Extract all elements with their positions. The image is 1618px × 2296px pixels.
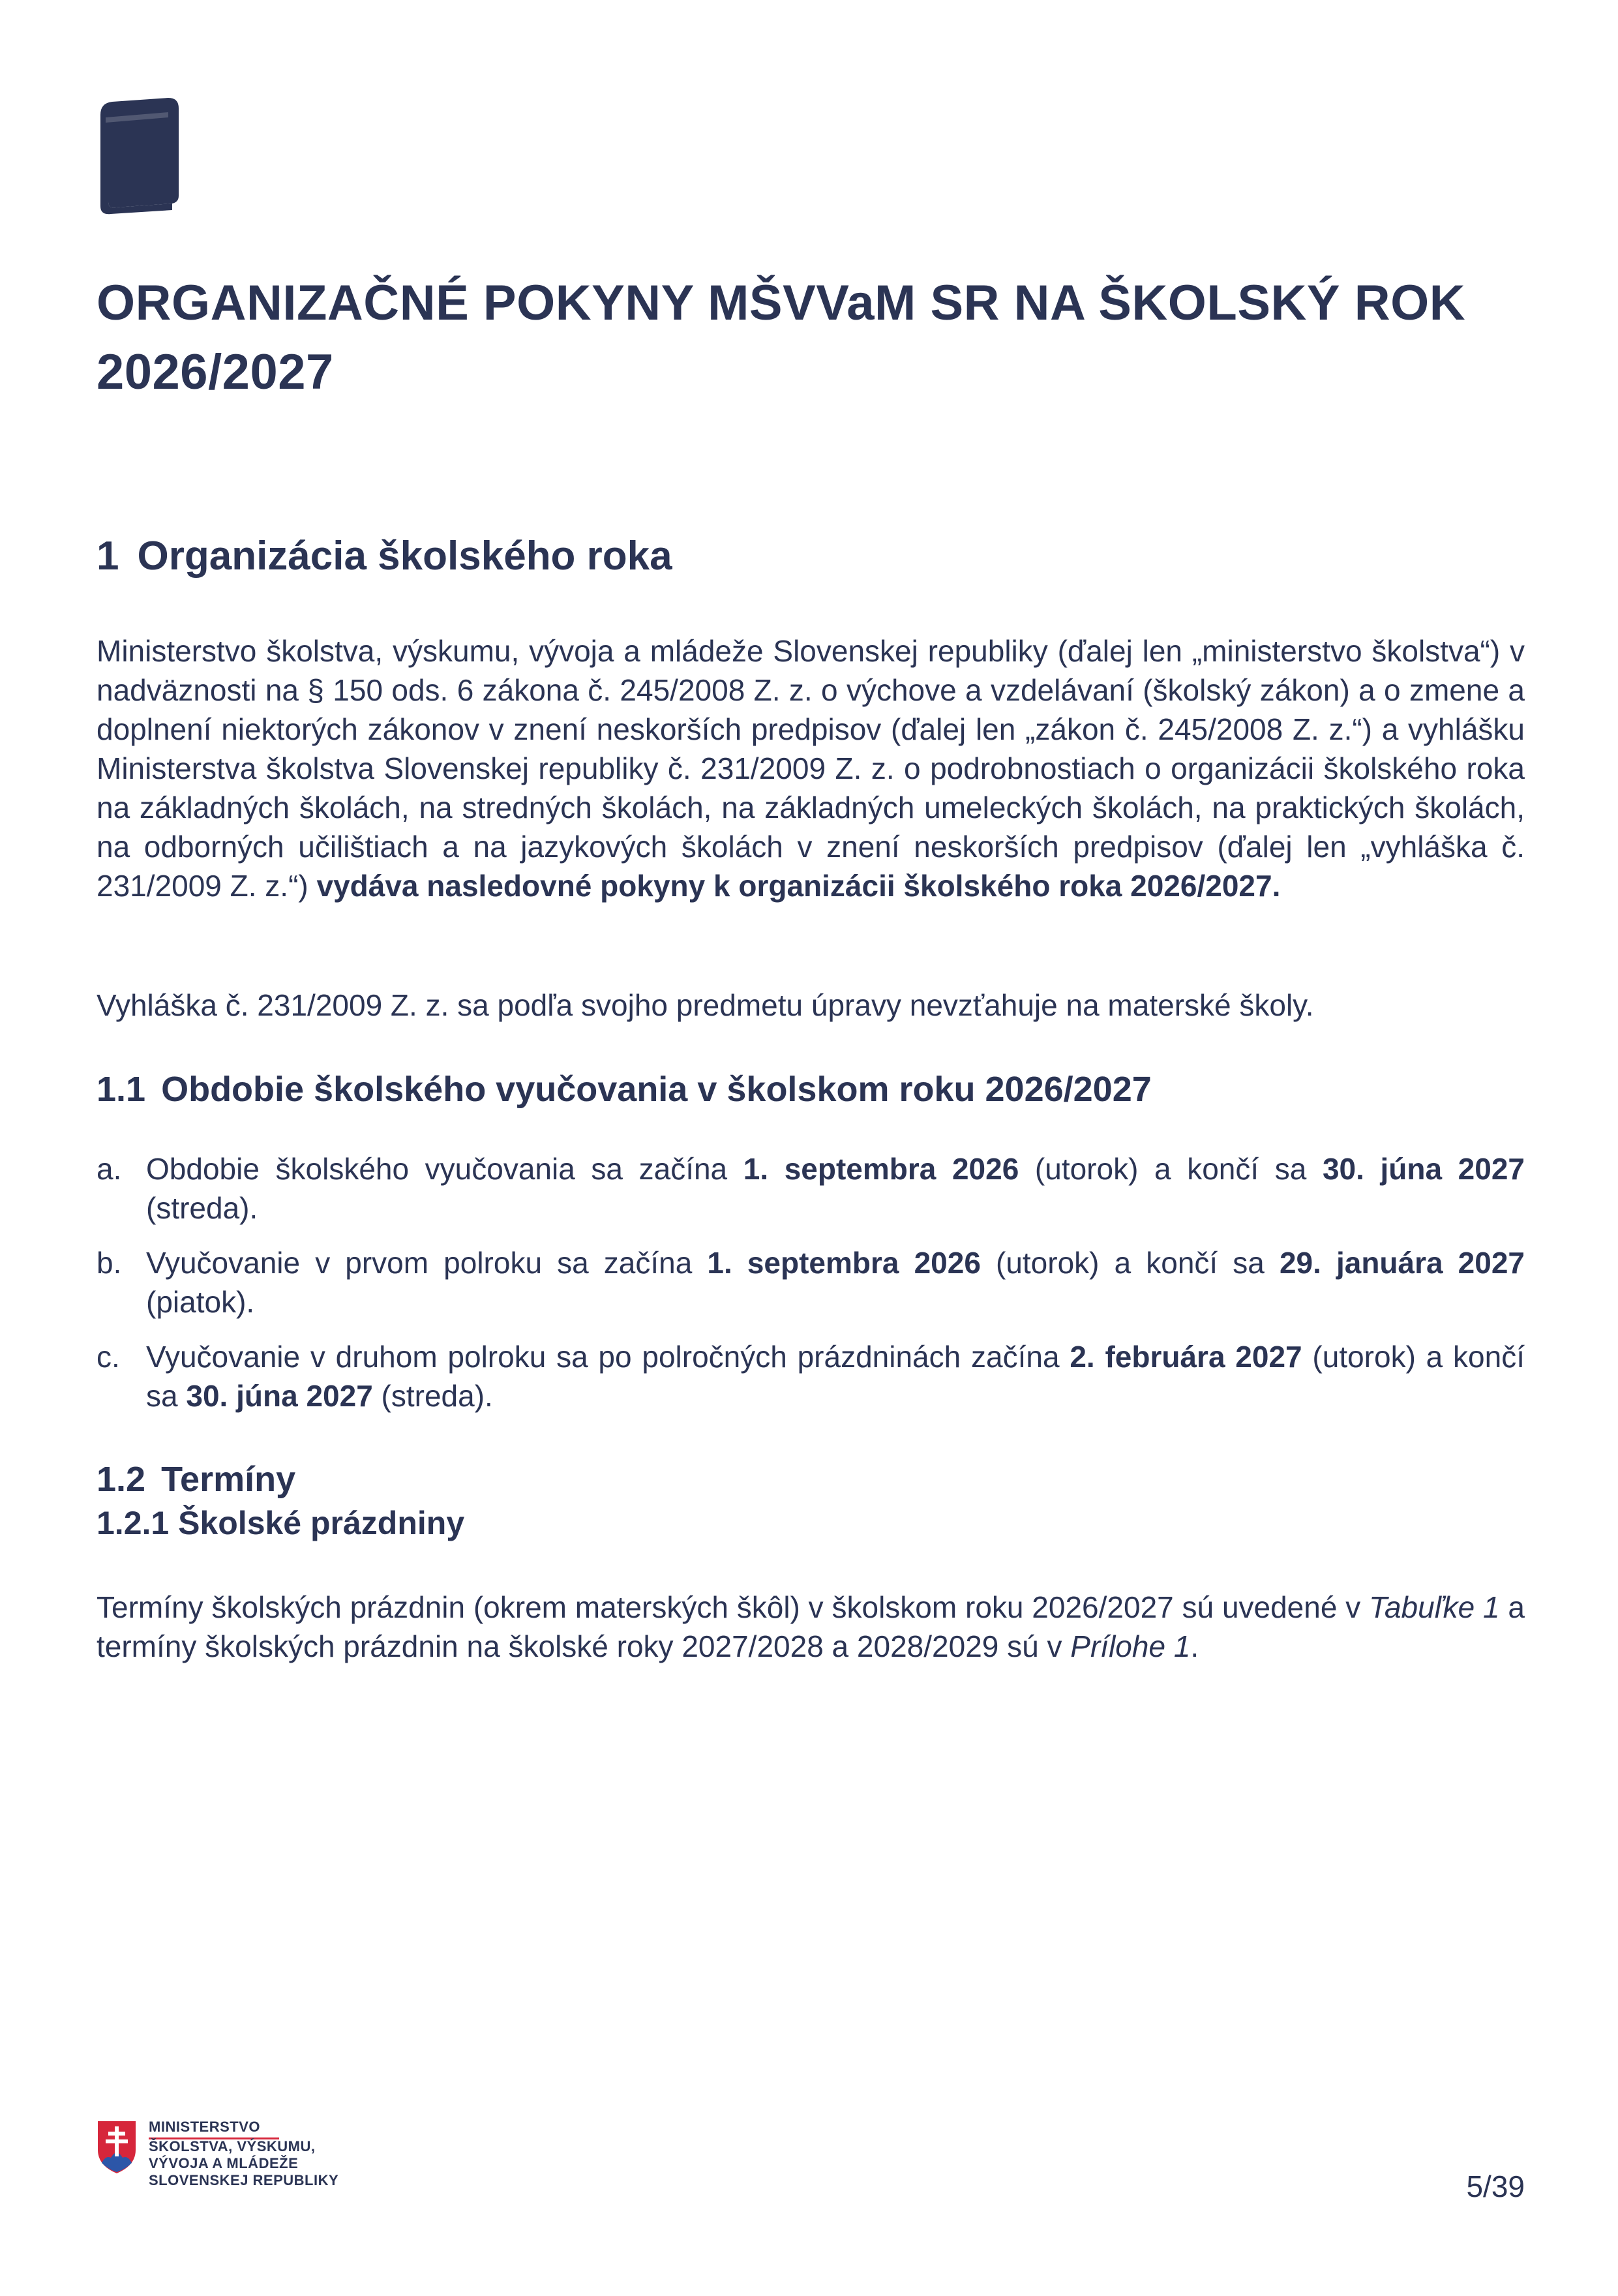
section-1-heading [97,527,672,586]
list-item [97,1337,1525,1415]
list-item-text [146,1243,1525,1322]
intro-paragraph-bold: vydáva nasledovné pokyny k organizácii školského roka 2026/2027. [316,869,1281,903]
intro-paragraph-text: Ministerstvo školstva, výskumu, vývoja a mládeže Slovenskej republiky (ďalej len „ministerstvo školstva“) v nadväznosti na § 150 ods. 6 zákona č. 245/2008 Z. z. o výchove a vzdelávaní (školský zákon) a o zmene a doplnení niektorých zákonov v znení neskorších predpisov (ďalej len „zákon č. 245/2008 Z. z.“) a vyhlášku Ministerstva školstva Slovenskej republiky č. 231/2009 Z. z. o podrobnostiach o organizácii školského roka na základných školách, na stredných školách, na základných umeleckých školách, na praktických školách, na odborných učilištiach a na jazykových školách v znení neskorších predpisov (ďalej len „vyhláška č. 231/2009 Z. z.“) [97,634,1525,903]
logo-line-2: ŠKOLSTVA, VÝSKUMU, [149,2138,316,2154]
list-marker: c. [97,1340,120,1374]
list-text-part: Vyučovanie v prvom polroku sa začína [146,1246,708,1280]
section-1-2-number: 1.2 [97,1460,146,1499]
logo-line-4: SLOVENSKEJ REPUBLIKY [149,2172,339,2188]
document-title [97,269,1525,407]
list-text-part: (utorok) a končí sa [1019,1152,1323,1186]
list-date-end: 30. júna 2027 [1322,1152,1525,1186]
section-1-title: Organizácia školského roka [137,534,672,579]
logo-line-3: VÝVOJA A MLÁDEŽE [149,2155,299,2171]
logo-line-1: MINISTERSTVO [149,2119,261,2135]
section-1-2-heading [97,1456,295,1503]
list-date-start: 1. septembra 2026 [743,1152,1019,1186]
page-number: 5/39 [1466,2169,1525,2203]
book-icon [97,98,183,215]
slovak-coat-of-arms-icon [97,2120,137,2175]
section-1-2-title: Termíny [161,1460,296,1499]
ministry-logo-text [149,2117,338,2190]
list-date-start: 2. februára 2027 [1070,1340,1302,1374]
list-text-part: Obdobie školského vyučovania sa začína [146,1152,743,1186]
school-period-list [97,1149,1525,1431]
intro-paragraph [97,631,1525,905]
table-reference: Tabuľke 1 [1369,1590,1500,1624]
list-text-part: (streda). [372,1379,493,1413]
list-item-text [146,1337,1525,1415]
list-item [97,1149,1525,1228]
list-item [97,1243,1525,1322]
section-1-1-title: Obdobie školského vyučovania v školskom roku 2026/2027 [161,1070,1152,1109]
list-date-end: 29. januára 2027 [1279,1246,1525,1280]
document-title-line2: 2026/2027 [97,344,334,400]
list-date-start: 1. septembra 2026 [707,1246,981,1280]
list-marker: b. [97,1246,122,1280]
section-1-1-heading [97,1066,1152,1113]
scope-paragraph: Vyhláška č. 231/2009 Z. z. sa podľa svojho predmetu úpravy nevzťahuje na materské školy. [97,988,1314,1022]
list-text-part: (utorok) a končí sa [146,1340,1525,1413]
list-marker: a. [97,1152,122,1186]
list-text-part: Vyučovanie v druhom polroku sa po polročných prázdninách začína [146,1340,1070,1374]
list-text-part: (utorok) a končí sa [980,1246,1280,1280]
list-text-part: (piatok). [146,1285,255,1319]
list-date-end: 30. júna 2027 [186,1379,373,1413]
list-item-text [146,1149,1525,1228]
section-1-2-1-heading: 1.2.1 Školské prázdniny [97,1505,465,1541]
section-1-number: 1 [97,534,119,579]
holidays-text-part: . [1190,1629,1199,1663]
document-title-line1: ORGANIZAČNÉ POKYNY MŠVVaM SR NA ŠKOLSKÝ ROK [97,275,1466,331]
holidays-paragraph [97,1588,1525,1666]
holidays-text-part: a termíny školských prázdnin na školské roky 2027/2028 a 2028/2029 sú v [97,1590,1525,1663]
appendix-reference: Prílohe 1 [1070,1629,1191,1663]
holidays-text-part: Termíny školských prázdnin (okrem materských škôl) v školskom roku 2026/2027 sú uvedené v [97,1590,1370,1624]
section-1-1-number: 1.1 [97,1070,146,1109]
list-text-part: (streda). [146,1191,258,1225]
